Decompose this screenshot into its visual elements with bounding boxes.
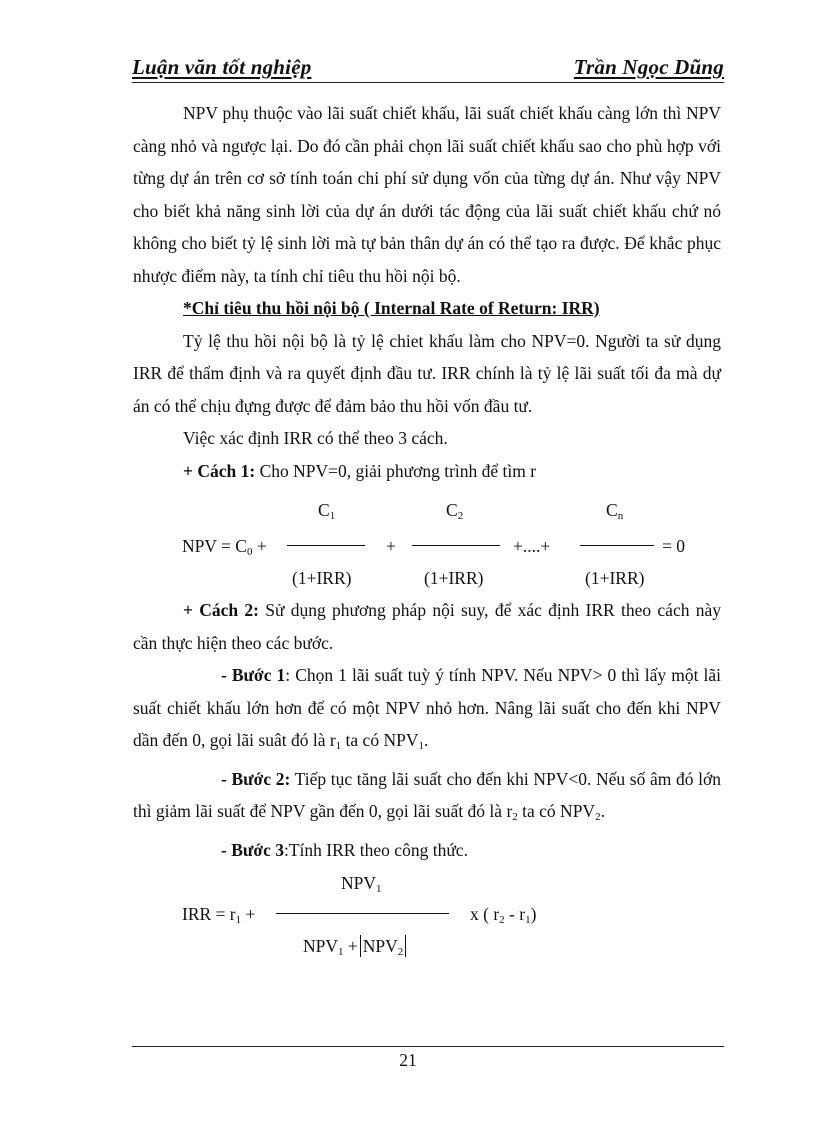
- paragraph-irr-definition: Tỷ lệ thu hồi nội bộ là tỷ lệ chiet khấu làm cho NPV=0. Người ta sử dụng IRR để thẩm định và ra quyết định đầu tư. IRR chính là tỷ lệ lãi suất tối đa mà dự án có thể chịu đựng được để đảm bảo thu hồi vốn đầu tư.: [133, 330, 721, 416]
- ellipsis-plus: +....+: [513, 536, 551, 556]
- step-3-label: - Bước 3: [221, 839, 284, 860]
- numerator-c1: $C_1$: [318, 500, 336, 522]
- step-2-label: - Bước 2:: [221, 768, 291, 789]
- paragraph-step-2: - Bước 2: Tiếp tục tăng lãi suất cho đến khi NPV<0. Nếu số âm đó lớn thì giảm lãi suất để NPV gần đến 0, gọi lãi suất đó là $r_2$ ta có $NPV_2$.: [133, 768, 721, 823]
- abs-bar-right: [405, 935, 406, 957]
- irr-heading: *Chỉ tiêu thu hồi nội bộ ( Internal Rate of Return: IRR): [183, 298, 600, 318]
- header-author-right: Trần Ngọc Dũng: [573, 55, 724, 79]
- fraction-line-n: [580, 545, 654, 546]
- irr-multiplier: x ( $r_2 - r_1$): [470, 904, 537, 926]
- denominator-n: (1+IRR): [585, 568, 645, 588]
- irr-denominator: $NPV_1 + NPV_2$: [303, 935, 408, 958]
- equals-zero: = 0: [662, 536, 685, 556]
- irr-lhs: IRR = $r_1$ +: [182, 904, 256, 926]
- method-2-label: + Cách 2:: [183, 600, 259, 620]
- paragraph-npv-discount: NPV phụ thuộc vào lãi suất chiết khấu, lãi suất chiết khấu càng lớn thì NPV càng nhỏ và ngược lại. Do đó cần phải chọn lãi suất chiết khấu sao cho phù hợp với từng dự án trên cơ sở tính toán chi phí sử dụng vốn của từng dự án. Như vậy NPV cho biết khả năng sinh lời của dự án dưới tác động của lãi suất chiết khấu chứ nó không cho biết tỷ lệ sinh lời mà tự bản thân dự án có thể tạo ra được. Để khắc phục nhược điểm này, ta tính chỉ tiêu thu hồi nội bộ.: [133, 103, 721, 286]
- numerator-c2: $C_2$: [446, 500, 464, 522]
- numerator-cn: $C_n$: [606, 500, 624, 522]
- page-number: 21: [399, 1050, 417, 1070]
- paragraph-method-1: [133, 455, 721, 488]
- footer-rule: [132, 1046, 724, 1047]
- header-title-left: Luận văn tốt nghiệp: [132, 55, 312, 79]
- denominator-1: (1+IRR): [292, 568, 352, 588]
- page-header: [132, 52, 724, 83]
- body-block-middle: [133, 594, 721, 866]
- step-1-label: - Bước 1: [221, 665, 286, 685]
- paragraph-step-3: - Bước 3:Tính IRR theo công thức.: [221, 839, 468, 860]
- paragraph-step-1: - Bước 1: Chọn 1 lãi suất tuỳ ý tính NPV. Nếu NPV> 0 thì lấy một lãi suất chiết khấu lớn hơn để có một NPV nhỏ hơn. Nâng lãi suất cho đến khi NPV dần đến 0, gọi lãi suât đó là $r_1$ ta có $NPV_1$.: [133, 665, 721, 752]
- paragraph-method-2: + Cách 2: Sử dụng phương pháp nội suy, để xác định IRR theo cách này cần thực hiện theo các bước.: [133, 600, 722, 653]
- irr-fraction-line: [276, 913, 449, 914]
- paragraph-irr-methods: Việc xác định IRR có thể theo 3 cách.: [183, 428, 448, 448]
- fraction-line-2: [412, 545, 500, 546]
- fraction-line-1: [287, 545, 365, 546]
- body-block-top: [133, 97, 721, 487]
- irr-numerator: $NPV_1$: [341, 873, 382, 895]
- npv-lhs: NPV = $C_0$ +: [182, 536, 267, 558]
- plus-sign: +: [386, 536, 396, 556]
- method-1-text: Cho NPV=0, giải phương trình để tìm r: [255, 460, 537, 481]
- method-1-label: + Cách 1:: [183, 460, 256, 481]
- denominator-2: (1+IRR): [424, 568, 484, 588]
- abs-bar-left: [360, 935, 361, 957]
